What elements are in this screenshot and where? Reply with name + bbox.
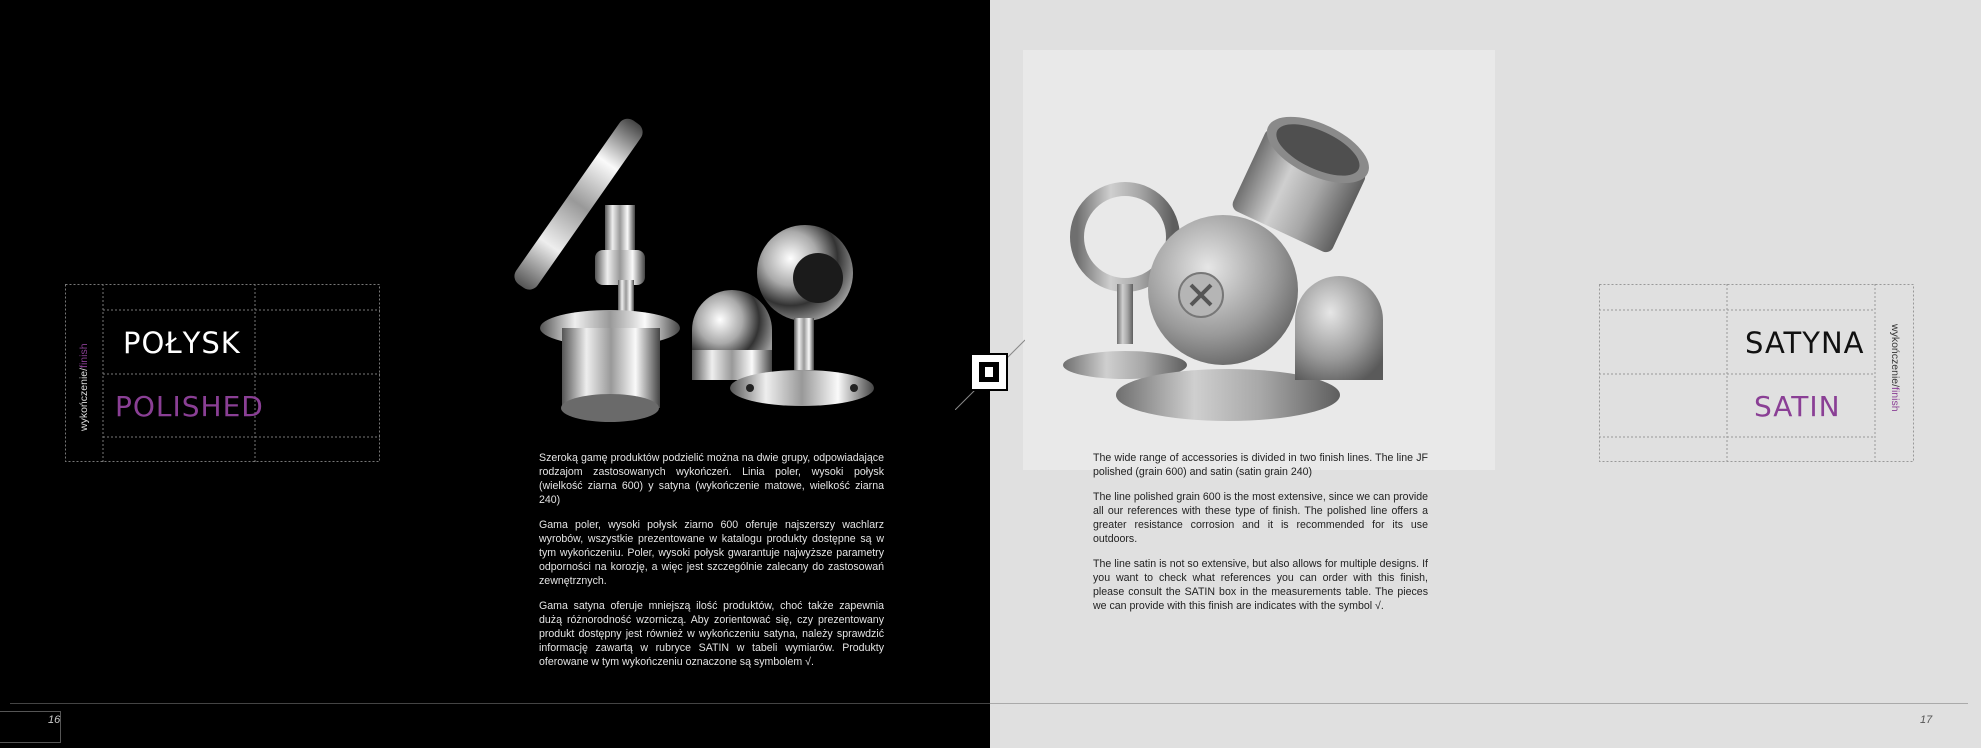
finish-vertical-label: wykończenie/finish <box>1889 324 1901 412</box>
brand-square-logo-icon <box>955 330 1025 410</box>
finish-vertical-label: wykończenie/finish <box>78 343 90 431</box>
paragraph: Szeroką gamę produktów podzielić można na dwie grupy, odpowiadające rodzajom zastosowanych wykończeń. Linia poler, wysoki połysk (wielkość ziarna 600) y satyna (wykończenie matowe, wielkość ziarna 240) <box>539 452 884 506</box>
finish-label-polished <box>65 284 380 462</box>
finish-table-grid <box>1599 284 1914 462</box>
polished-fittings-photo <box>500 110 880 440</box>
finish-subtitle: POLISHED <box>115 390 264 423</box>
footer-rule <box>10 703 990 704</box>
finish-title: POŁYSK <box>123 326 241 360</box>
page-number: 17 <box>1920 714 1933 726</box>
left-page <box>0 0 990 748</box>
paragraph: The line satin is not so extensive, but also allows for multiple designs. If you want to check what references you can order with this finish, please consult the SATIN box in the measurements table. The pieces we can provide with this finish are indicates with the symbol √. <box>1093 558 1428 612</box>
page-number: 16 <box>48 714 61 726</box>
right-page <box>990 0 1981 748</box>
finish-table-grid <box>65 284 380 462</box>
finish-label-satin <box>1599 284 1914 462</box>
footer-rule <box>990 703 1968 704</box>
paragraph: The line polished grain 600 is the most extensive, since we can provide all our references with these type of finish. The polished line offers a greater resistance corrosion and it is recommended for its use outdoors. <box>1093 491 1428 545</box>
right-body-text <box>1093 451 1428 624</box>
satin-fittings-photo <box>1023 50 1495 470</box>
left-body-text <box>539 451 884 680</box>
paragraph: The wide range of accessories is divided in two finish lines. The line JF polished (grain 600) and satin (satin grain 240) <box>1093 452 1428 478</box>
paragraph: Gama poler, wysoki połysk ziarno 600 oferuje najszerszy wachlarz wyrobów, wszystkie prezentowane w katalogu produkty dostępne są w tym wykończeniu. Poler, wysoki połysk gwarantuje najwyższe parametry odporności na korozję, a więc jest szczególnie zalecany do zastosowań zewnętrznych. <box>539 519 884 587</box>
finish-title: SATYNA <box>1745 326 1865 360</box>
finish-subtitle: SATIN <box>1754 390 1841 423</box>
paragraph: Gama satyna oferuje mniejszą ilość produktów, choć także zapewnia dużą różnorodność wzorniczą. Aby zorientować się, czy prezentowany produkt dostępny jest również w wykończeniu satyna, należy sprawdzić informację zawartą w rubryce SATIN w tabeli wymiarów. Produkty oferowane w tym wykończeniu oznaczone są symbolem √. <box>539 600 884 668</box>
